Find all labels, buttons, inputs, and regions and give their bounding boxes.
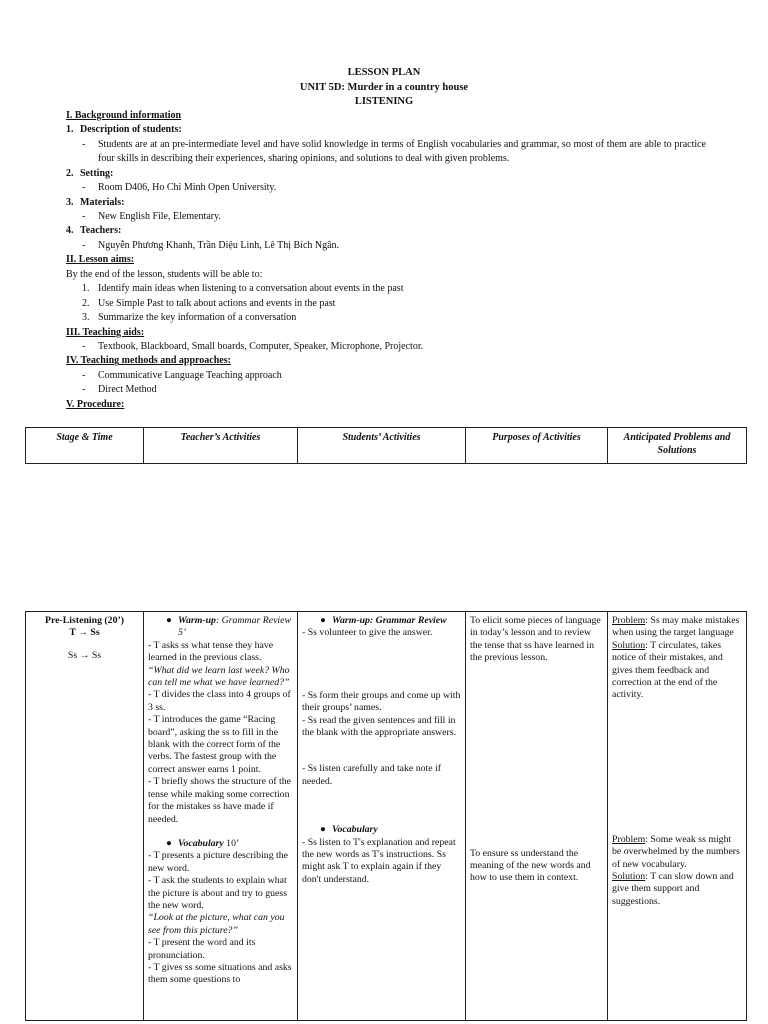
teacher-step: - T divides the class into 4 groups of 3 ss. bbox=[148, 689, 291, 713]
teacher-step: - T asks ss what tense they have learned in the previous class. bbox=[148, 639, 274, 664]
method-item: - Direct Method bbox=[82, 384, 157, 396]
teachers-text: - Nguyễn Phương Khanh, Trần Diệu Linh, Lê Thị Bích Ngân. bbox=[82, 239, 340, 251]
solution-text: Solution: T can slow down and give them support and suggestions. bbox=[612, 871, 734, 907]
header-student-activities: Students’ Activities bbox=[298, 428, 466, 464]
interaction-pattern: Ss → Ss bbox=[67, 649, 102, 661]
teacher-step: - T introduces the game “Racing board”, asking the ss to fill in the blank with the correct form of the verbs. The fastest group with the correct answer earns 1 point. bbox=[148, 714, 281, 775]
doc-skill: LISTENING bbox=[354, 96, 414, 107]
teacher-question: “Look at the picture, what can you see from this picture?” bbox=[148, 912, 285, 936]
section-procedure-heading: V. Procedure: bbox=[66, 398, 125, 410]
aim-item: 2. Use Simple Past to talk about actions and events in the past bbox=[82, 297, 336, 309]
materials-heading: 3. Materials: bbox=[66, 196, 125, 208]
problems-cell bbox=[608, 612, 747, 1021]
vocab-title: ● Vocabulary bbox=[320, 824, 378, 836]
bullet-icon: ● bbox=[166, 837, 172, 849]
aims-intro: By the end of the lesson, students will be able to: bbox=[66, 268, 263, 280]
aids-text: - Textbook, Blackboard, Small boards, Computer, Speaker, Microphone, Projector. bbox=[82, 340, 424, 352]
purpose-text: To elicit some pieces of language in today’s lesson and to review the tense that ss have learned in the previous lesson. bbox=[470, 615, 601, 664]
table-row bbox=[26, 612, 747, 1021]
warmup-title: ● Warm-up: Grammar Review 5’ bbox=[166, 615, 292, 639]
section-background-heading: I. Background information bbox=[66, 110, 182, 121]
section-methods-heading: IV. Teaching methods and approaches: bbox=[66, 355, 231, 367]
student-step: - Ss volunteer to give the answer. bbox=[302, 627, 433, 639]
problem-text: Problem: Ss may make mistakes when using the target language bbox=[612, 615, 740, 639]
doc-unit: UNIT 5D: Murder in a country house bbox=[299, 82, 469, 93]
stage-cell bbox=[26, 612, 144, 1021]
header-problems-solutions: Anticipated Problems and Solutions bbox=[608, 428, 747, 464]
header-purposes: Purposes of Activities bbox=[466, 428, 608, 464]
teacher-step: - T present the word and its pronunciation. bbox=[148, 937, 256, 961]
warmup-title: ● Warm-up: Grammar Review bbox=[320, 615, 447, 626]
student-step: - Ss read the given sentences and fill in the blank with the appropriate answers. bbox=[302, 714, 456, 739]
procedure-table bbox=[25, 611, 747, 1021]
section-aids-heading: III. Teaching aids: bbox=[66, 326, 145, 338]
interaction-pattern: T → Ss bbox=[69, 627, 100, 639]
teacher-step: - T briefly shows the structure of the tense while making some correction for the mistakes ss have made if needed. bbox=[148, 776, 292, 825]
vocab-title: ● Vocabulary 10’ bbox=[166, 837, 240, 849]
stage-title: Pre-Listening (20’) bbox=[45, 615, 124, 626]
setting-heading: 2. Setting: bbox=[66, 167, 114, 179]
student-step: - Ss listen to T's explanation and repeat the new words as T's instructions. Ss might ask T to explain again if they don't understand. bbox=[302, 836, 456, 885]
bullet-icon: ● bbox=[320, 824, 326, 836]
procedure-table-header bbox=[25, 427, 747, 464]
setting-text: - Room D406, Ho Chi Minh Open University. bbox=[82, 182, 277, 194]
problem-text: Problem: Some weak ss might be overwhelmed by the numbers of new vocabulary. bbox=[612, 833, 740, 870]
teacher-step: - T gives ss some situations and asks them some questions to bbox=[148, 961, 292, 986]
student-activities-cell bbox=[298, 612, 466, 1021]
header-stage-time: Stage & Time bbox=[26, 428, 144, 464]
solution-text: Solution: T circulates, takes notice of their mistakes, and gives them feedback and correction at the end of the activity. bbox=[612, 639, 723, 701]
purpose-text: To ensure ss understand the meaning of the new words and how to use them in context. bbox=[470, 847, 591, 884]
doc-title: LESSON PLAN bbox=[347, 67, 421, 78]
lesson-plan-body bbox=[66, 109, 706, 412]
bullet-icon: ● bbox=[320, 615, 326, 626]
section-aims-heading: II. Lesson aims: bbox=[66, 254, 135, 266]
materials-text: - New English File, Elementary. bbox=[82, 211, 221, 222]
teacher-activities-cell bbox=[144, 612, 298, 1021]
student-step: - Ss listen carefully and take note if needed. bbox=[302, 763, 442, 787]
students-description: - Students are at an pre-intermediate level and have solid knowledge in terms of English vocabularies and grammar, so most of them are able to practice four skills in describing their experiences, sharing opinions, and solutions to deal with given problems. bbox=[82, 138, 706, 165]
aim-item: 3. Summarize the key information of a conversation bbox=[82, 312, 297, 324]
teacher-step: - T ask the students to explain what the picture is about and try to guess the new word. bbox=[148, 875, 288, 911]
header-teacher-activities: Teacher’s Activities bbox=[144, 428, 298, 464]
method-item: - Communicative Language Teaching approach bbox=[82, 369, 282, 381]
teachers-heading: 4. Teachers: bbox=[66, 225, 122, 237]
student-step: - Ss form their groups and come up with their groups’ names. bbox=[302, 689, 461, 714]
purposes-cell bbox=[466, 612, 608, 1021]
bullet-icon: ● bbox=[166, 615, 172, 626]
teacher-step: - T presents a picture describing the new word. bbox=[148, 850, 289, 874]
aim-item: 1. Identify main ideas when listening to a conversation about events in the past bbox=[82, 283, 404, 295]
teacher-question: “What did we learn last week? Who can tell me what we have learned?” bbox=[148, 664, 290, 689]
students-heading: 1. Description of students: bbox=[66, 124, 182, 136]
